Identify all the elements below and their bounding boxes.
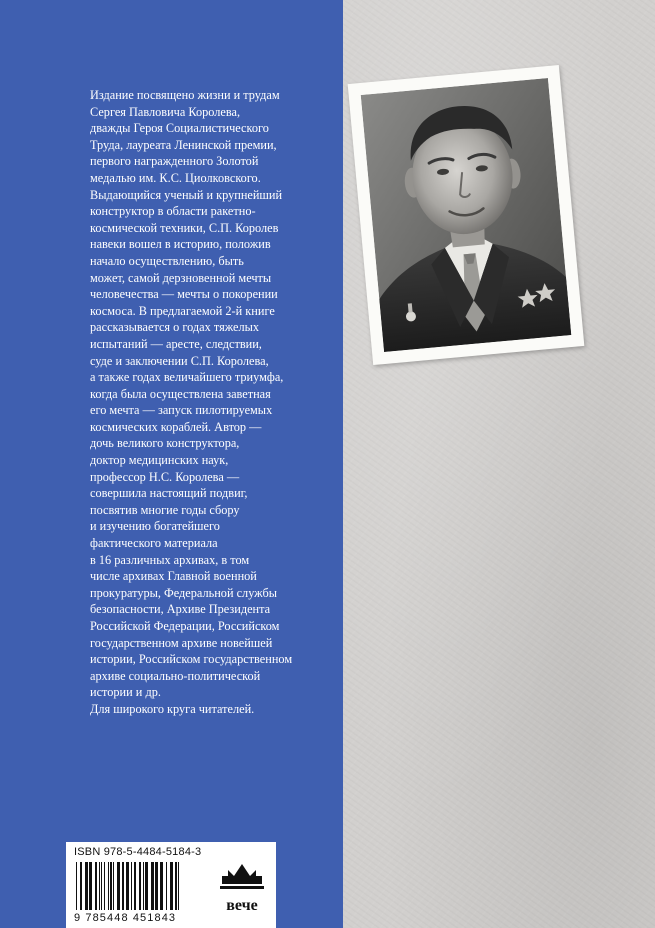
publisher-name: вече bbox=[226, 897, 258, 914]
isbn-text: ISBN 978-5-4484-5184-3 bbox=[74, 846, 202, 858]
annotation-line: испытаний — аресте, следствии, bbox=[90, 336, 262, 351]
annotation-line: его мечта — запуск пилотируемых bbox=[90, 403, 273, 418]
annotation-line: Российской Федерации, Российском bbox=[90, 619, 280, 633]
annotation-line: Выдающийся ученый и крупнейший bbox=[90, 187, 283, 202]
barcode-number: 9 785448 451843 bbox=[74, 912, 177, 924]
annotation-line: космоса. В предлагаемой 2-й книге bbox=[90, 303, 275, 318]
annotation-line: а также годах величайшего триумфа, bbox=[90, 370, 284, 385]
annotation-line: суде и заключении С.П. Королева, bbox=[90, 353, 269, 368]
annotation-line: космических кораблей. Автор — bbox=[90, 419, 262, 434]
annotation-line: доктор медицинских наук, bbox=[90, 453, 229, 468]
isbn-barcode-block bbox=[66, 842, 276, 928]
annotation-line: безопасности, Архиве Президента bbox=[90, 602, 271, 617]
annotation-line: дочь великого конструктора, bbox=[90, 436, 240, 451]
annotation-line: Издание посвящено жизни и трудам bbox=[90, 88, 280, 102]
crown-icon bbox=[222, 864, 262, 884]
annotation-line: профессор Н.С. Королева — bbox=[90, 469, 240, 484]
annotation-line: в 16 различных архивах, в том bbox=[90, 552, 250, 567]
annotation-line: рассказывается о годах тяжелых bbox=[90, 320, 260, 335]
annotation-line: совершила настоящий подвиг, bbox=[90, 486, 248, 501]
annotation-line: государственном архиве новейшей bbox=[90, 635, 273, 650]
author-portrait-photo bbox=[348, 65, 585, 365]
annotation-line: архиве социально-политической bbox=[90, 668, 261, 683]
annotation-line: космической техники, С.П. Королев bbox=[90, 220, 279, 235]
annotation-line: первого награжденного Золотой bbox=[90, 154, 259, 169]
annotation-line: когда была осуществлена заветная bbox=[90, 386, 271, 401]
annotation-line: и изучению богатейшего bbox=[90, 519, 220, 534]
annotation-line: начало осуществлению, быть bbox=[90, 253, 244, 268]
annotation-line: истории, Российском государственном bbox=[90, 652, 293, 667]
annotation-line: может, самой дерзновенной мечты bbox=[90, 270, 272, 285]
annotation-line: Труда, лауреата Ленинской премии, bbox=[90, 137, 277, 152]
annotation-line: навеки вошел в историю, положив bbox=[90, 237, 271, 252]
annotation-line: истории и др. bbox=[90, 685, 161, 700]
annotation-line: конструктор в области ракетно- bbox=[90, 204, 256, 219]
annotation-line: медалью им. К.С. Циолковского. bbox=[90, 170, 261, 185]
annotation-line: дважды Героя Социалистического bbox=[90, 121, 269, 136]
publisher-logo bbox=[216, 860, 268, 920]
annotation-line: человечества — мечты о покорении bbox=[90, 287, 278, 302]
annotation-line: прокуратуры, Федеральной службы bbox=[90, 585, 278, 600]
annotation-line: посвятив многие годы сбору bbox=[90, 502, 240, 517]
annotation-line: Для широкого круга читателей. bbox=[90, 701, 255, 716]
annotation-text bbox=[90, 87, 340, 718]
portrait-image bbox=[361, 78, 572, 352]
annotation-line: фактического материала bbox=[90, 536, 218, 551]
annotation-line: числе архивах Главной военной bbox=[90, 569, 257, 584]
annotation-line: Сергея Павловича Королева, bbox=[90, 104, 241, 119]
